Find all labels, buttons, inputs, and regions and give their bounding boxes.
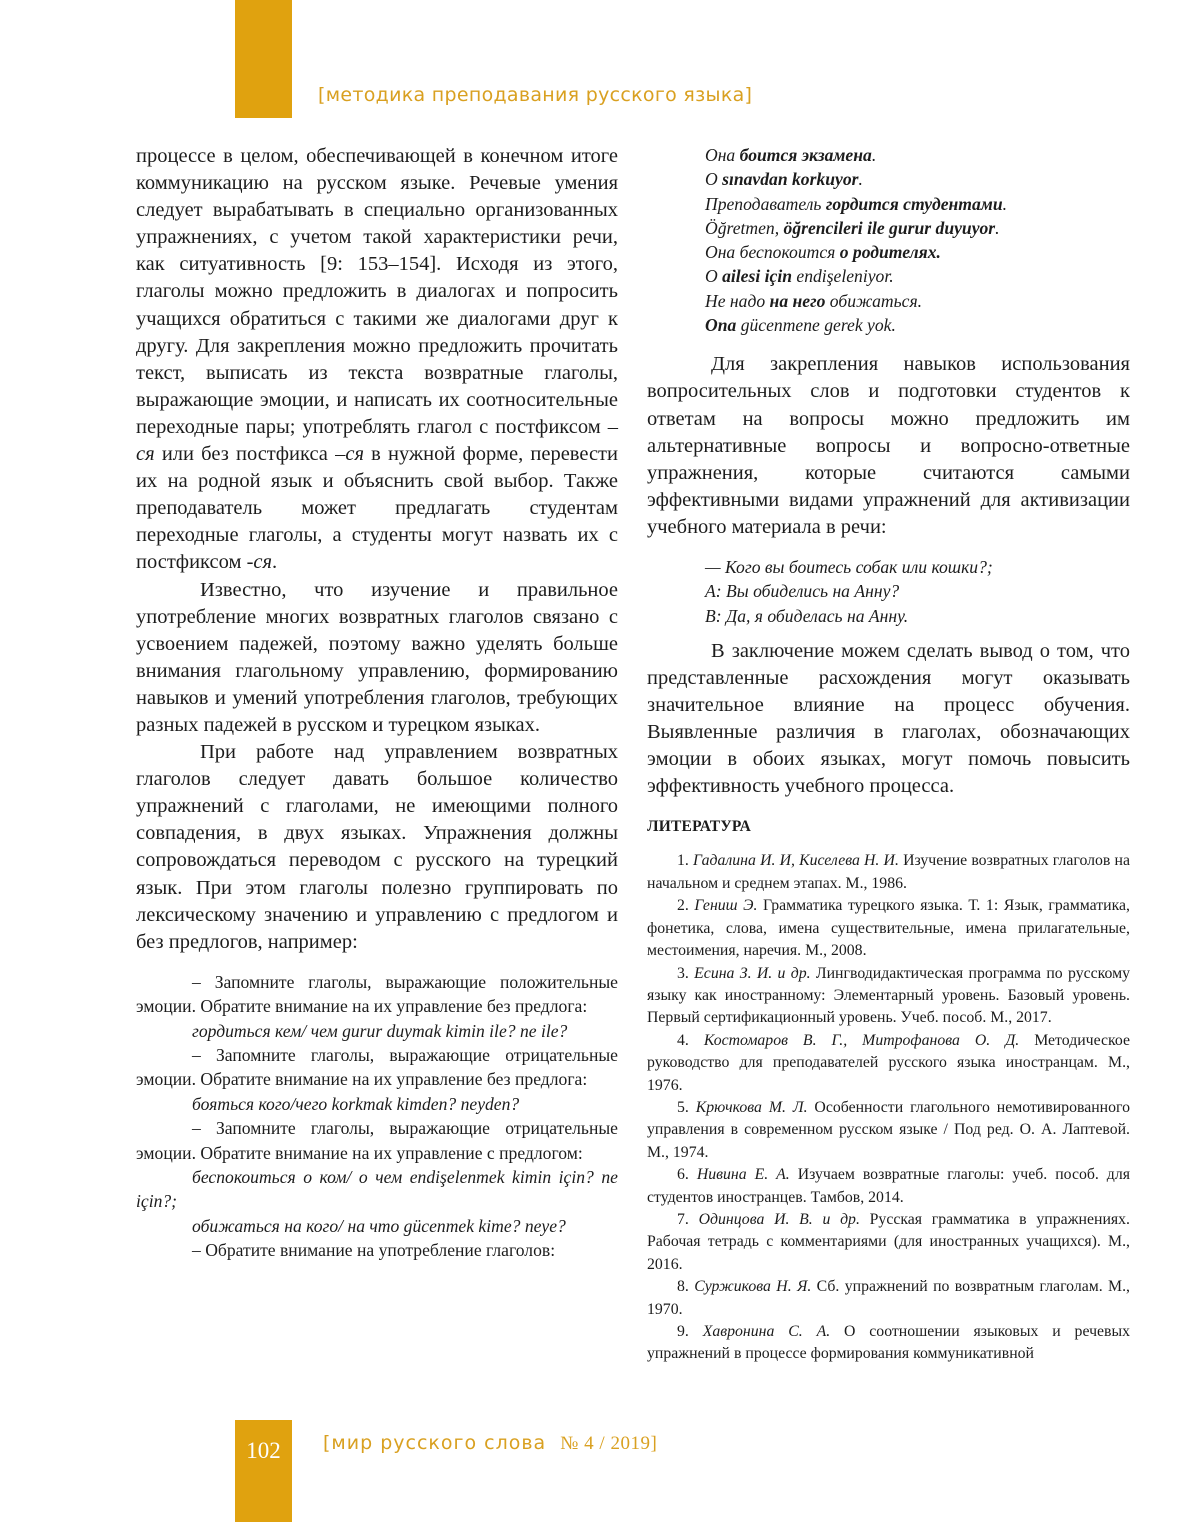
left-column <box>136 143 618 1263</box>
references-title: ЛИТЕРАТУРА <box>647 818 751 836</box>
paragraph-4: Для закрепления навыков использования вопросительных слов и подготовки студентов к ответам на вопросы можно предложить им альтернативные вопросы и вопросно-ответные упражнения, которые считаются самыми эффективными видами упражнений для активизации учебного материала в речи: <box>647 353 1130 538</box>
exercise-3: – Запомните глаголы, выражающие отрицательные эмоции. Обратите внимание на их управление с предлогом: <box>136 1118 618 1163</box>
journal-title: [мир русского слова № 4 / 2019] <box>323 1432 658 1454</box>
exercise-2: – Запомните глаголы, выражающие отрицательные эмоции. Обратите внимание на их управление без предлога: <box>136 1045 618 1090</box>
footer-accent-bar <box>235 1420 292 1522</box>
header-accent-bar <box>235 0 292 118</box>
section-title: [методика преподавания русского языка] <box>318 84 753 106</box>
example-line: Она беспокоится о родителях. <box>705 242 941 263</box>
exercise-3-sample-2: обижаться на кого/ на что gücenmek kime? neye? <box>192 1215 566 1236</box>
exercise-4: – Обратите внимание на употребление глаголов: <box>192 1240 556 1261</box>
exercise-1-sample: гордиться кем/ чем gurur duymak kimin ile? ne ile? <box>192 1020 568 1041</box>
reference-item: 2. Гениш Э. Грамматика турецкого языка. Т. 1: Язык, грамматика, фонетика, слова, имена существительные, имена прилагательные, местоимения, наречия. М., 2008. <box>647 897 1130 960</box>
example-line: Ona gücenmene gerek yok. <box>705 315 896 336</box>
dialog-line: В: Да, я обиделась на Анну. <box>705 605 909 626</box>
example-line: O sınavdan korkuyor. <box>705 169 863 190</box>
reference-item: 8. Суржикова Н. Я. Сб. упражнений по возвратным глаголам. М., 1970. <box>647 1278 1130 1318</box>
exercise-2-sample: бояться кого/чего korkmak kimden? neyden? <box>192 1093 520 1114</box>
dialog-line: — Кого вы боитесь собак или кошки?; <box>705 557 993 578</box>
example-sentences <box>647 143 1130 337</box>
paragraph-3: При работе над управлением возвратных глаголов следует давать большое количество упражнений с глаголами, не имеющими полного совпадения, в двух языках. Упражнения должны сопровождаться переводом с русского на турецкий язык. При этом глаголы полезно группировать по лексическому значению и управлению с предлогом и без предлогов, например: <box>136 741 618 953</box>
reference-item: 5. Крючкова М. Л. Особенности глагольного немотивированного управления в современном русском языке / Под ред. О. А. Лаптевой. М., 1974. <box>647 1098 1131 1161</box>
reference-item: 7. Одинцова И. В. и др. Русская грамматика в упражнениях. Рабочая тетрадь с комментариями (для иностранных учащихся). М., 2016. <box>647 1210 1131 1273</box>
reference-item: 9. Хавронина С. А. О соотношении языковых и речевых упражнений в процессе формирования коммуникативной <box>647 1323 1130 1363</box>
paragraph-5: В заключение можем сделать вывод о том, что представленные расхождения могут оказывать значительное влияние на процесс обучения. Выявленные различия в глаголах, обозначающих эмоции в обоих языках, могут помочь повысить эффективность учебного процесса. <box>647 639 1130 798</box>
dialog-example <box>647 555 1130 628</box>
dialog-line: А: Вы обиделись на Анну? <box>705 581 900 602</box>
right-column <box>647 143 1130 1366</box>
example-line: O ailesi için endişeleniyor. <box>705 266 894 287</box>
references-list <box>647 850 1130 1365</box>
example-line: Öğretmen, öğrencileri ile gurur duyuyor. <box>705 217 1000 238</box>
reference-item: 3. Есина З. И. и др. Лингводидактическая программа по русскому языку как иностранному: Элементарный уровень. Базовый уровень. Первый сертификационный уровень. Учеб. пособ. М., 2017. <box>647 964 1130 1027</box>
paragraph-2: Известно, что изучение и правильное употребление многих возвратных глаголов связано с усвоением падежей, поэтому важно уделять больше внимания глагольному управлению, формированию навыков и умений употребления глаголов, требующих разных падежей в русском и турецком языках. <box>136 578 618 736</box>
paragraph-1: процессе в целом, обеспечивающей в конечном итоге коммуникацию на русском языке. Речевые умения следует вырабатывать в специально организованных упражнениях, с учетом такой характеристики речи, как ситуативность [9: 153–154]. Исходя из этого, глаголы можно предложить в диалогах и попросить учащихся обратиться с такими же диалогами друг к другу. Для закрепления можно предложить прочитать текст, выписать из текста возвратные глаголы, выражающие эмоции, и написать их соотносительные переходные пары; употреблять глагол с постфиксом –ся или без постфикса –ся в нужной форме, перевести их на родной язык и объяснить свой выбор. Также преподаватель может предлагать студентам переходные глаголы, а студенты могут назвать их с постфиксом -ся. <box>136 145 618 574</box>
exercise-1: – Запомните глаголы, выражающие положительные эмоции. Обратите внимание на их управление без предлога: <box>136 971 618 1017</box>
reference-item: 6. Нивина Е. А. Изучаем возвратные глаголы: учеб. пособ. для студентов иностранцев. Тамбов, 2014. <box>647 1166 1130 1206</box>
example-line: Она боится экзамена. <box>705 145 877 165</box>
example-line: Преподаватель гордится студентами. <box>705 193 1008 214</box>
example-line: Не надо на него обижаться. <box>705 290 923 311</box>
reference-item: 1. Гадалина И. И, Киселева Н. И. Изучение возвратных глаголов на начальном и среднем этапах. М., 1986. <box>647 852 1131 892</box>
exercise-3-sample: беспокоиться о ком/ о чем endişelenmek kimin için? ne için?; <box>136 1167 618 1212</box>
page-number: 102 <box>246 1438 281 1463</box>
reference-item: 4. Костомаров В. Г., Митрофанова О. Д. Методическое руководство для преподавателей русского языка иностранцам. М., 1976. <box>647 1031 1131 1094</box>
